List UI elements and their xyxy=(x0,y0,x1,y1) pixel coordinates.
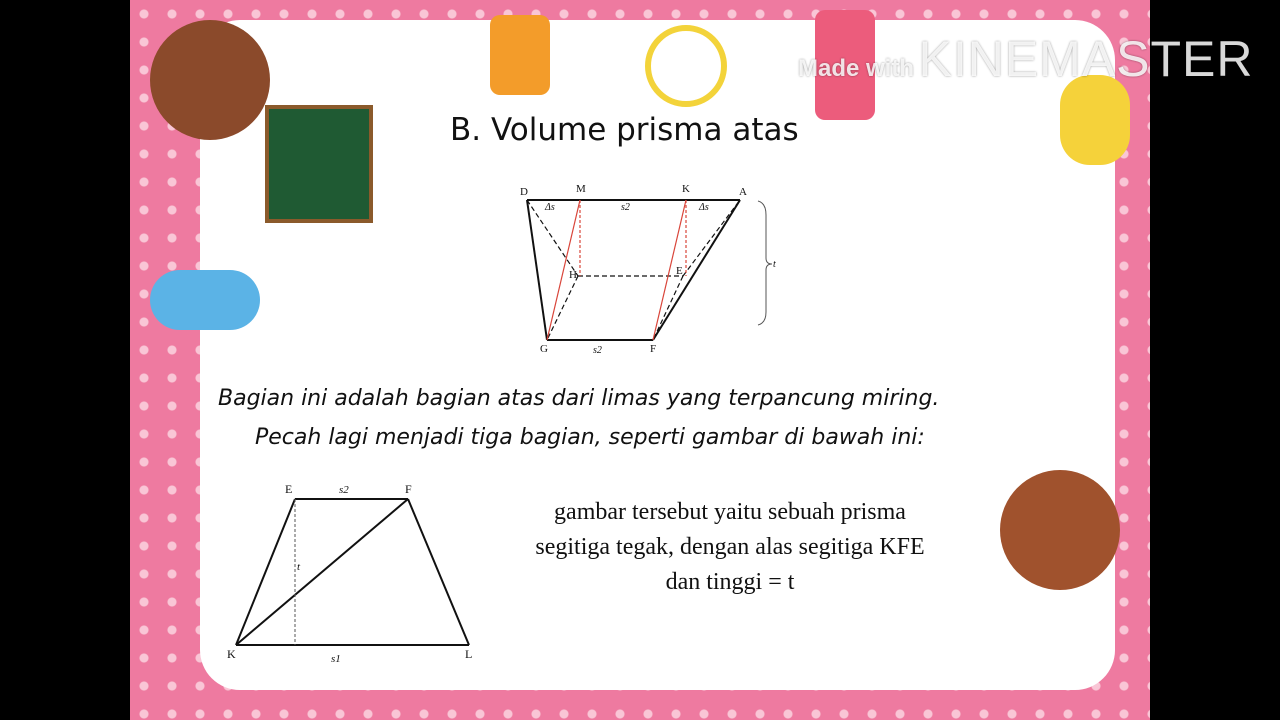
label-G: G xyxy=(540,343,548,355)
explanation-paragraph: gambar tersebut yaitu sebuah prisma segitiga tegak, dengan alas segitiga KFE dan tinggi = t xyxy=(535,499,925,595)
label-A: A xyxy=(739,186,747,198)
label2-t: t xyxy=(297,561,301,573)
watermark-brand: KINEMASTER xyxy=(918,31,1254,87)
label-H: H xyxy=(569,269,577,281)
label2-E: E xyxy=(285,482,293,496)
kinemaster-watermark xyxy=(798,30,1254,88)
label-F: F xyxy=(650,343,657,355)
slide-title: B. Volume prisma atas xyxy=(450,112,799,148)
label2-K: K xyxy=(227,647,236,661)
watermark-made-with: Made with xyxy=(798,55,915,82)
label-M: M xyxy=(576,183,586,195)
label-delta-s-right: Δs xyxy=(699,202,709,213)
label2-s1: s1 xyxy=(331,653,341,665)
label-delta-s-left: Δs xyxy=(545,202,555,213)
label-D: D xyxy=(520,186,528,198)
caption-line-1: Bagian ini adalah bagian atas dari limas yang terpancung miring. xyxy=(218,386,940,411)
label-E: E xyxy=(676,265,683,277)
label2-s2: s2 xyxy=(339,484,349,496)
label2-L: L xyxy=(465,647,473,661)
label-t: t xyxy=(773,259,776,270)
label-K: K xyxy=(682,183,690,195)
diagram2-background xyxy=(218,478,498,672)
label2-F: F xyxy=(405,482,412,496)
label-s2-top: s2 xyxy=(621,202,630,213)
label-s2-bottom: s2 xyxy=(593,345,602,356)
caption-line-2: Pecah lagi menjadi tiga bagian, seperti gambar di bawah ini: xyxy=(255,425,925,450)
